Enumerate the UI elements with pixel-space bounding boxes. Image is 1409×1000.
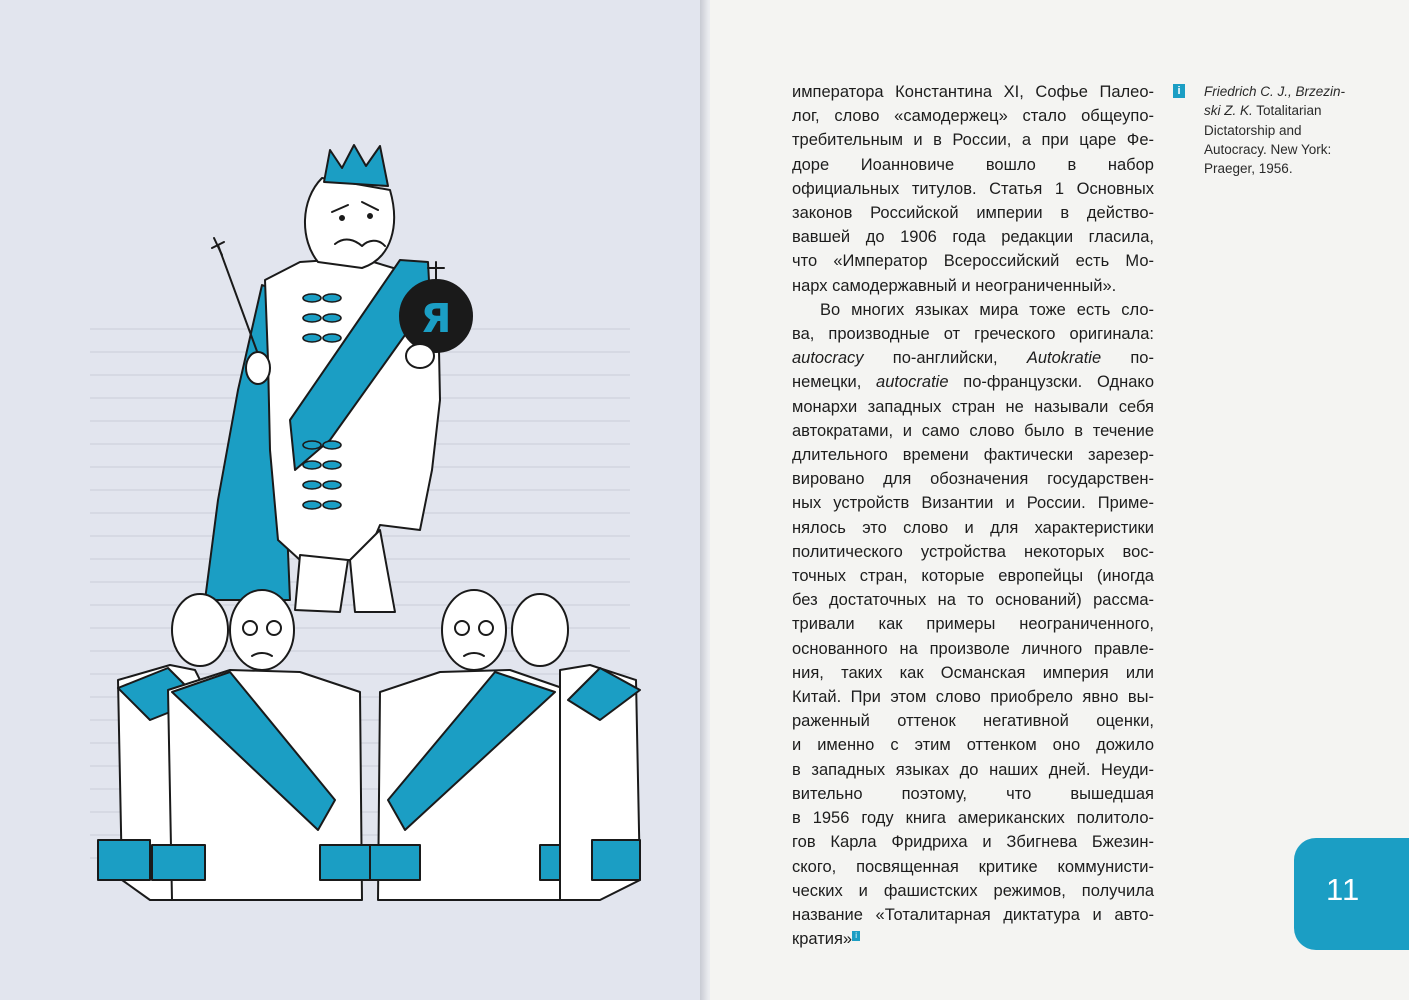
text-line: ческих и фашистских режимов, получила [792,881,1154,900]
text-line: ва, производные от греческого оригинала: [792,325,1154,344]
text-line: нарх самодержавный и неограниченный». [792,276,1117,295]
emperor-head [305,178,394,268]
text-line: Во многих языках мира тоже есть сло- [820,300,1154,319]
page-number: 11 [1326,872,1361,907]
text-line: длительного времени фактически зарезер- [792,446,1154,465]
english-term: autocracy [792,349,864,368]
text-line: что «Император Всероссийский есть Мо- [792,252,1154,271]
body-text [792,80,1154,951]
text-line: политического устройства некоторых вос- [792,542,1154,561]
text-line: требительным и в России, а при царе Фе- [792,131,1154,150]
text-line: точных стран, которые европейцы (иногда [792,567,1154,586]
text-line: официальных титулов. Статья 1 Основных [792,179,1154,198]
text-line: немецки, autocratie по-французски. Однако [792,373,1154,392]
text-line: ных устройств Византии и России. Приме- [792,494,1154,513]
info-icon: i [1173,84,1185,98]
right-page [710,0,1409,1000]
text-line: и именно с этим оттенком оно дожило [792,736,1154,755]
text-line: в 1956 году книга американских политоло- [792,809,1154,828]
scepter [218,245,262,365]
text-line: гов Карла Фридриха и Збигнева Бжезин- [792,833,1154,852]
orb-letter: Я [420,296,452,342]
text-line: autocracy по-английски, Autokratie по- [792,349,1154,368]
text-line: в западных языках до наших дней. Неуди- [792,760,1154,779]
text-line: вительно поэтому, что вышедшая [792,784,1154,803]
text-line: вировано для обозначения государствен- [792,470,1154,489]
text-line: кратия» i [792,927,1154,951]
text-line: доре Иоанновиче вошло в набор [792,155,1154,174]
text-line: ского, посвященная критике коммунисти- [792,857,1154,876]
text-line: тривали как примеры неограниченного, [792,615,1154,634]
text-line: нялось это слово и для характеристики [792,518,1154,537]
page-number-tab [1294,838,1409,950]
text-line: ния, таких как Османская империя или [792,663,1154,682]
text-line: автократами, и само слово было в течение [792,421,1154,440]
text-line: основанного на произволе личного правле- [792,639,1154,658]
text-line: монархи западных стран не называли себя [792,397,1154,416]
text-line: вавшей до 1906 года редакции гласила, [792,228,1154,247]
french-term: autocratie [876,373,949,392]
text-line: название «Тоталитарная диктатура и авто- [792,905,1154,924]
text-line: императора Константина XI, Софье Палео- [792,83,1154,101]
text-line: раженный оттенок негативной оценки, [792,712,1154,731]
text-line: Китай. При этом слово приобрело явно вы- [792,688,1154,707]
text-line: без достаточных на то оснований) рассма- [792,591,1154,610]
reference-marker-icon[interactable]: i [852,931,860,941]
german-term: Autokratie [1026,349,1102,368]
text-line: законов Российской империи в действо- [792,204,1154,223]
crown-icon [324,145,388,186]
side-note-citation: Friedrich C. J., Brzezin- ski Z. K. Totalitarian Dictatorship and Autocracy. New York: Praeger, 1956. [1204,84,1346,177]
text-line: лог, слово «самодержец» стало общеупо- [792,107,1154,126]
emperor-legs [295,555,348,612]
